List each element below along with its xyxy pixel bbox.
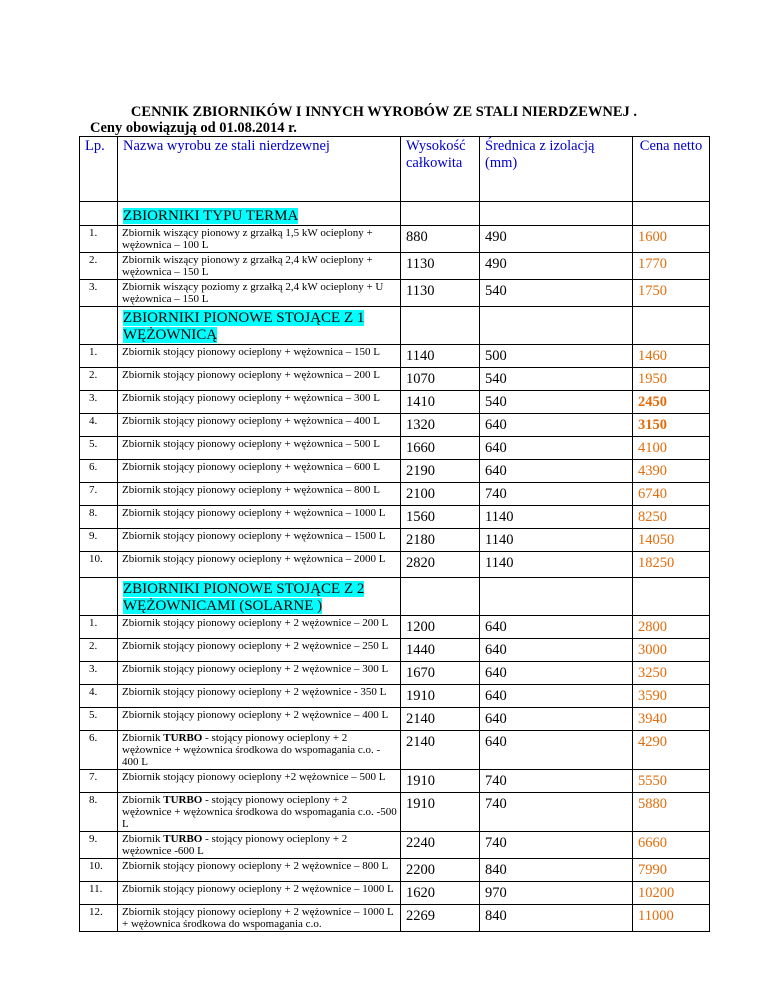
row-diameter: 540 [480,391,633,414]
header-height: Wysokość całkowita [401,137,480,202]
section-title-cell [118,307,401,345]
section-empty-cell [401,578,480,616]
section-lp-cell [80,578,118,616]
row-lp: 12. [80,905,118,932]
table-row [80,832,710,859]
row-diameter: 1140 [480,529,633,552]
row-price: 3590 [633,685,710,708]
row-lp: 3. [80,391,118,414]
row-height: 2269 [401,905,480,932]
header-diameter: Średnica z izolacją (mm) [480,137,633,202]
row-diameter: 490 [480,226,633,253]
header-row [80,137,710,202]
row-price: 3940 [633,708,710,731]
row-price: 7990 [633,859,710,882]
row-diameter: 640 [480,685,633,708]
section-title: ZBIORNIKI TYPU TERMA [123,208,299,224]
row-name-pre: Zbiornik [122,732,164,744]
row-name: Zbiornik stojący pionowy ocieplony +2 wężownice – 500 L [118,770,401,793]
row-price: 3000 [633,639,710,662]
table-row [80,616,710,639]
row-lp: 4. [80,414,118,437]
row-lp: 6. [80,731,118,770]
row-name: Zbiornik stojący pionowy ocieplony + wężownica – 500 L [118,437,401,460]
table-row [80,793,710,832]
row-name-bold: TURBO [163,794,203,806]
row-diameter: 970 [480,882,633,905]
section-empty-cell [401,307,480,345]
row-lp: 2. [80,253,118,280]
row-diameter: 740 [480,770,633,793]
row-lp: 7. [80,483,118,506]
table-row [80,368,710,391]
row-diameter: 490 [480,253,633,280]
row-lp: 3. [80,280,118,307]
row-height: 1910 [401,770,480,793]
row-price: 6740 [633,483,710,506]
row-name: Zbiornik stojący pionowy ocieplony + 2 wężownice – 300 L [118,662,401,685]
row-price: 11000 [633,905,710,932]
row-diameter: 640 [480,639,633,662]
row-diameter: 640 [480,731,633,770]
table-row [80,859,710,882]
row-name-pre: Zbiornik [122,794,164,806]
row-price: 1770 [633,253,710,280]
row-name: Zbiornik wiszący poziomy z grzałką 2,4 kW ocieplony + U wężownica – 150 L [118,280,401,307]
header-name: Nazwa wyrobu ze stali nierdzewnej [118,137,401,202]
section-empty-cell [480,578,633,616]
row-height: 2180 [401,529,480,552]
row-height: 1200 [401,616,480,639]
row-height: 1620 [401,882,480,905]
row-lp: 9. [80,832,118,859]
row-height: 1070 [401,368,480,391]
row-height: 2100 [401,483,480,506]
section-title-cell [118,578,401,616]
section-lp-cell [80,202,118,226]
row-price: 4390 [633,460,710,483]
row-name: Zbiornik stojący pionowy ocieplony + wężownica – 1500 L [118,529,401,552]
table-row [80,905,710,932]
row-diameter: 640 [480,662,633,685]
row-name: Zbiornik stojący pionowy ocieplony + 2 wężownice – 250 L [118,639,401,662]
row-price: 6660 [633,832,710,859]
table-row [80,345,710,368]
row-lp: 7. [80,770,118,793]
section-title: ZBIORNIKI PIONOWE STOJĄCE Z 1 WĘŻOWNICĄ [123,310,365,343]
section-empty-cell [401,202,480,226]
header-lp: Lp. [80,137,118,202]
row-height: 2140 [401,731,480,770]
row-name: Zbiornik stojący pionowy ocieplony + wężownica – 200 L [118,368,401,391]
table-row [80,414,710,437]
row-height: 2820 [401,552,480,578]
row-diameter: 740 [480,483,633,506]
row-name: Zbiornik wiszący pionowy z grzałką 1,5 kW ocieplony + wężownica – 100 L [118,226,401,253]
table-row [80,483,710,506]
row-name: Zbiornik stojący pionowy ocieplony + 2 wężownice – 200 L [118,616,401,639]
price-table [79,136,710,932]
row-height: 2240 [401,832,480,859]
row-price: 4100 [633,437,710,460]
row-price: 3150 [633,414,710,437]
row-name-pre: Zbiornik [122,833,164,845]
row-price: 3250 [633,662,710,685]
row-lp: 11. [80,882,118,905]
row-height: 2200 [401,859,480,882]
row-name [118,793,401,832]
row-price: 8250 [633,506,710,529]
row-name [118,731,401,770]
row-diameter: 840 [480,859,633,882]
row-price: 4290 [633,731,710,770]
section-lp-cell [80,307,118,345]
row-name: Zbiornik wiszący pionowy z grzałką 2,4 kW ocieplony + wężownica – 150 L [118,253,401,280]
row-diameter: 1140 [480,506,633,529]
row-height: 880 [401,226,480,253]
row-name: Zbiornik stojący pionowy ocieplony + wężownica – 600 L [118,460,401,483]
document-title: CENNIK ZBIORNIKÓW I INNYCH WYROBÓW ZE STALI NIERDZEWNEJ . [130,104,638,120]
row-diameter: 1140 [480,552,633,578]
row-diameter: 540 [480,280,633,307]
row-diameter: 500 [480,345,633,368]
row-lp: 2. [80,368,118,391]
row-diameter: 740 [480,793,633,832]
table-row [80,685,710,708]
row-name: Zbiornik stojący pionowy ocieplony + 2 wężownice – 1000 L + wężownica środkowa do wspomagania c.o. [118,905,401,932]
table-row [80,391,710,414]
row-name: Zbiornik stojący pionowy ocieplony + 2 wężownice - 350 L [118,685,401,708]
table-row [80,731,710,770]
section-row [80,578,710,616]
row-name [118,832,401,859]
row-name: Zbiornik stojący pionowy ocieplony + 2 wężownice – 800 L [118,859,401,882]
row-name-post: - stojący pionowy ocieplony + 2 wężownice + wężownica środkowa do wspomagania c.o. - 400 L [122,732,381,768]
table-row [80,437,710,460]
row-lp: 10. [80,859,118,882]
header-price: Cena netto [633,137,710,202]
table-row [80,708,710,731]
table-row [80,639,710,662]
row-name-post: - stojący pionowy ocieplony + 2 wężownice + wężownica środkowa do wspomagania c.o. -500 L [122,794,397,830]
row-height: 1320 [401,414,480,437]
row-height: 1140 [401,345,480,368]
row-price: 2800 [633,616,710,639]
table-row [80,882,710,905]
row-diameter: 640 [480,437,633,460]
row-lp: 9. [80,529,118,552]
row-height: 2140 [401,708,480,731]
row-name: Zbiornik stojący pionowy ocieplony + wężownica – 2000 L [118,552,401,578]
section-empty-cell [480,307,633,345]
row-lp: 5. [80,437,118,460]
row-name-bold: TURBO [163,732,203,744]
row-lp: 1. [80,616,118,639]
row-price: 1750 [633,280,710,307]
row-name: Zbiornik stojący pionowy ocieplony + wężownica – 300 L [118,391,401,414]
row-price: 10200 [633,882,710,905]
table-row [80,662,710,685]
row-height: 1440 [401,639,480,662]
row-diameter: 640 [480,460,633,483]
section-empty-cell [633,202,710,226]
table-row [80,552,710,578]
row-lp: 8. [80,506,118,529]
section-empty-cell [633,578,710,616]
row-price: 5550 [633,770,710,793]
row-height: 2190 [401,460,480,483]
row-lp: 4. [80,685,118,708]
row-diameter: 840 [480,905,633,932]
section-title-cell [118,202,401,226]
row-price: 2450 [633,391,710,414]
row-name: Zbiornik stojący pionowy ocieplony + wężownica – 150 L [118,345,401,368]
row-diameter: 640 [480,414,633,437]
row-height: 1670 [401,662,480,685]
row-price: 5880 [633,793,710,832]
row-name: Zbiornik stojący pionowy ocieplony + wężownica – 400 L [118,414,401,437]
row-height: 1130 [401,280,480,307]
row-price: 14050 [633,529,710,552]
row-price: 1950 [633,368,710,391]
row-price: 1600 [633,226,710,253]
table-row [80,226,710,253]
section-row [80,202,710,226]
row-lp: 8. [80,793,118,832]
row-lp: 1. [80,345,118,368]
table-row [80,280,710,307]
row-height: 1130 [401,253,480,280]
row-lp: 10. [80,552,118,578]
row-name: Zbiornik stojący pionowy ocieplony + 2 wężownice – 1000 L [118,882,401,905]
row-height: 1560 [401,506,480,529]
row-diameter: 540 [480,368,633,391]
row-height: 1910 [401,793,480,832]
row-lp: 6. [80,460,118,483]
row-name: Zbiornik stojący pionowy ocieplony + 2 wężownice – 400 L [118,708,401,731]
row-height: 1660 [401,437,480,460]
section-empty-cell [480,202,633,226]
row-diameter: 640 [480,708,633,731]
row-lp: 3. [80,662,118,685]
table-row [80,253,710,280]
row-lp: 1. [80,226,118,253]
validity-date: Ceny obowiązują od 01.08.2014 r. [90,120,297,136]
row-name-post: - stojący pionowy ocieplony + 2 wężownice -600 L [122,833,348,857]
table-row [80,770,710,793]
row-height: 1410 [401,391,480,414]
row-name-bold: TURBO [163,833,203,845]
row-price: 18250 [633,552,710,578]
table-row [80,460,710,483]
row-name: Zbiornik stojący pionowy ocieplony + wężownica – 800 L [118,483,401,506]
row-diameter: 640 [480,616,633,639]
row-price: 1460 [633,345,710,368]
row-lp: 2. [80,639,118,662]
row-diameter: 740 [480,832,633,859]
row-name: Zbiornik stojący pionowy ocieplony + wężownica – 1000 L [118,506,401,529]
table-row [80,506,710,529]
row-lp: 5. [80,708,118,731]
table-row [80,529,710,552]
section-row [80,307,710,345]
section-title: ZBIORNIKI PIONOWE STOJĄCE Z 2 WĘŻOWNICAMI (SOLARNE ) [123,581,365,614]
section-empty-cell [633,307,710,345]
row-height: 1910 [401,685,480,708]
